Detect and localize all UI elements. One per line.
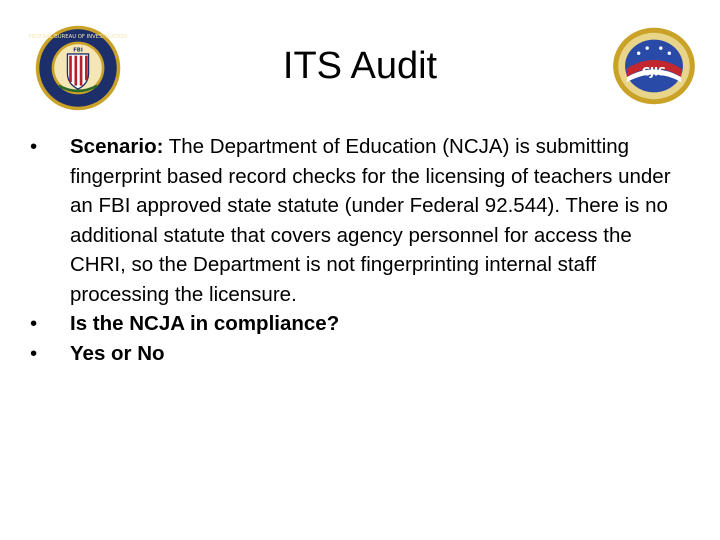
bullet-item-yes-no <box>26 339 686 369</box>
fbi-seal-inner-text: FBI <box>73 47 83 54</box>
bullet-glyph: • <box>30 341 38 365</box>
bullet-lead: Yes or No <box>70 341 165 365</box>
bullet-item-compliance <box>26 309 686 339</box>
bullet-item-scenario <box>26 132 686 309</box>
bullet-list <box>26 132 686 368</box>
bullet-text: The Department of Education (NCJA) is submitting fingerprint based record checks for the licensing of teachers under an FBI approved state statute (under Federal 92.544). There is no additional statute that covers agency personnel for access the CHRI, so the Department is not fingerprinting internal staff processing the licensure. <box>70 135 671 306</box>
bullet-glyph: • <box>30 312 38 335</box>
bullet-glyph: • <box>30 135 38 158</box>
bullet-lead: Is the NCJA in compliance? <box>70 312 340 335</box>
fbi-seal-ring-text: FEDERAL BUREAU OF INVESTIGATION <box>28 34 128 41</box>
cjis-seal-icon <box>611 26 697 106</box>
bullet-lead: Scenario: <box>70 135 164 158</box>
fbi-seal-icon <box>28 24 128 112</box>
page-title: ITS Audit <box>282 45 438 87</box>
cjis-seal-inner-text: CJIS <box>641 65 667 79</box>
